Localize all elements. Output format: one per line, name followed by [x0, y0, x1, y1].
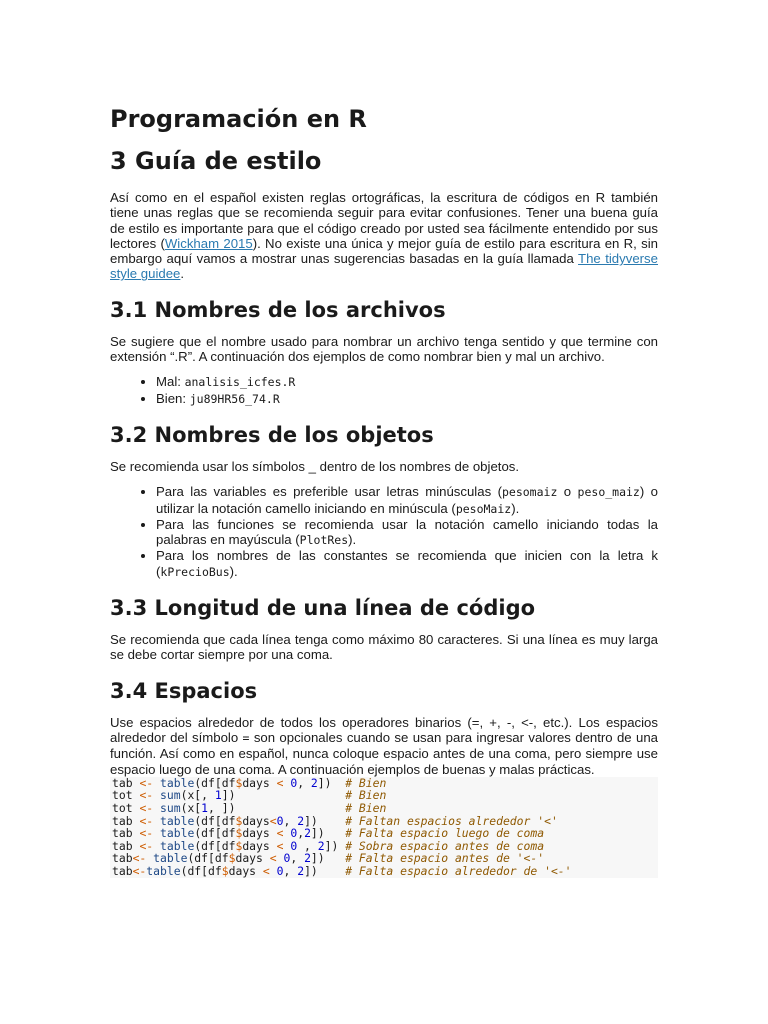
item-text: ).: [348, 532, 357, 548]
inline-code: peso_maiz: [577, 485, 640, 500]
inline-code: analisis_icfes.R: [184, 375, 296, 390]
tidyverse-style-guide-link[interactable]: The tidyverse style guidee: [110, 251, 658, 282]
section-3-1-paragraph: Se sugiere que el nombre usado para nombrar un archivo tenga sentido y que termine con extensión “.R”. A continuación dos ejemplos de como nombrar bien y mal un archivo.: [110, 333, 658, 365]
code-block: [110, 777, 658, 878]
code-line: tab <- table(df[df$days < 0 , 2]) # Sobra espacio antes de coma: [112, 838, 545, 853]
file-name-examples-list: [110, 374, 658, 407]
inline-code: kPrecioBus: [160, 564, 230, 579]
list-item: [156, 517, 658, 549]
list-item: [156, 391, 658, 407]
item-text: Para las variables es preferible usar letras minúsculas (: [156, 484, 502, 500]
book-title: Programación en R: [110, 105, 367, 133]
item-text: Para los nombres de las constantes se recomienda que inicien con la letra k (: [156, 548, 658, 579]
code-line: tot <- sum(x[1, ]) # Bien: [112, 801, 387, 816]
item-text: o: [557, 484, 578, 500]
item-text: ).: [229, 563, 238, 579]
chapter-heading: 3 Guía de estilo: [110, 147, 322, 175]
section-3-3-paragraph: Se recomienda que cada línea tenga como máximo 80 caracteres. Si una línea es muy larga se debe cortar siempre por una coma.: [110, 632, 658, 663]
intro-text: ). No existe una única y mejor guía de estilo para escritura en R, sin embargo aquí vamos a mostrar unas sugerencias basadas en la guía llamada: [110, 235, 658, 267]
intro-text: Así como en el español existen reglas ortográficas, la escritura de códigos en R también tiene unas reglas que se recomienda seguir para evitar confusiones. Tener una buena guía de estilo es importante para que el código creado por usted sea fácilmente entendido por sus lectores (: [110, 190, 658, 251]
intro-paragraph: [110, 190, 658, 282]
section-3-2-paragraph: Se recomienda usar los símbolos _ dentro de los nombres de objetos.: [110, 458, 520, 474]
item-text: ).: [511, 500, 520, 516]
inline-code: ju89HR56_74.R: [189, 391, 280, 406]
section-heading-3-2: 3.2 Nombres de los objetos: [110, 422, 434, 447]
inline-code: =: [242, 730, 250, 745]
section-heading-3-1: 3.1 Nombres de los archivos: [110, 297, 446, 322]
section-3-4-paragraph: [110, 715, 658, 777]
inline-code: pesoMaiz: [455, 501, 512, 516]
section-heading-3-4: 3.4 Espacios: [110, 678, 258, 703]
list-item: [156, 374, 658, 390]
inline-code: pesomaiz: [501, 485, 558, 500]
item-label: Mal:: [156, 374, 185, 390]
intro-text: .: [180, 266, 185, 282]
code-line: tab <- table(df[df$days < 0, 2]) # Bien: [112, 776, 387, 790]
object-naming-list: [110, 484, 658, 580]
para-text: son opcionales cuando se usan para ingresar valores dentro de una función. Así como en español, nunca coloque espacio antes de una coma, pero siempre use espacio luego de una coma. A continuación ejemplos de buenas y malas prácticas.: [110, 729, 658, 777]
list-item: [156, 484, 658, 517]
item-label: Bien:: [156, 390, 190, 406]
para-text: Use espacios alrededor de todos los operadores binarios (=, +, -, <-, etc.). Los espacios alrededor del símbolo: [110, 714, 658, 745]
document-page: [110, 100, 658, 878]
inline-code: PlotRes: [299, 533, 349, 548]
section-heading-3-3: 3.3 Longitud de una línea de código: [110, 596, 536, 621]
code-line: tab<-table(df[df$days < 0, 2]) # Falta espacio alrededor de '<-': [112, 863, 572, 878]
code-line: tot <- sum(x[, 1]) # Bien: [112, 788, 387, 803]
wickham-citation-link[interactable]: Wickham 2015: [164, 235, 253, 251]
list-item: [156, 548, 658, 580]
item-text: Para las funciones se recomienda usar la notación camello iniciando todas la palabras en mayúscula (: [156, 516, 658, 548]
item-text: ) o utilizar la notación camello iniciando en minúscula (: [156, 484, 659, 516]
code-line: tab <- table(df[df$days < 0,2]) # Falta espacio luego de coma: [112, 826, 545, 841]
code-line: tab<- table(df[df$days < 0, 2]) # Falta espacio antes de '<-': [112, 851, 545, 866]
code-line: tab <- table(df[df$days<0, 2]) # Faltan espacios alrededor '<': [112, 813, 558, 828]
